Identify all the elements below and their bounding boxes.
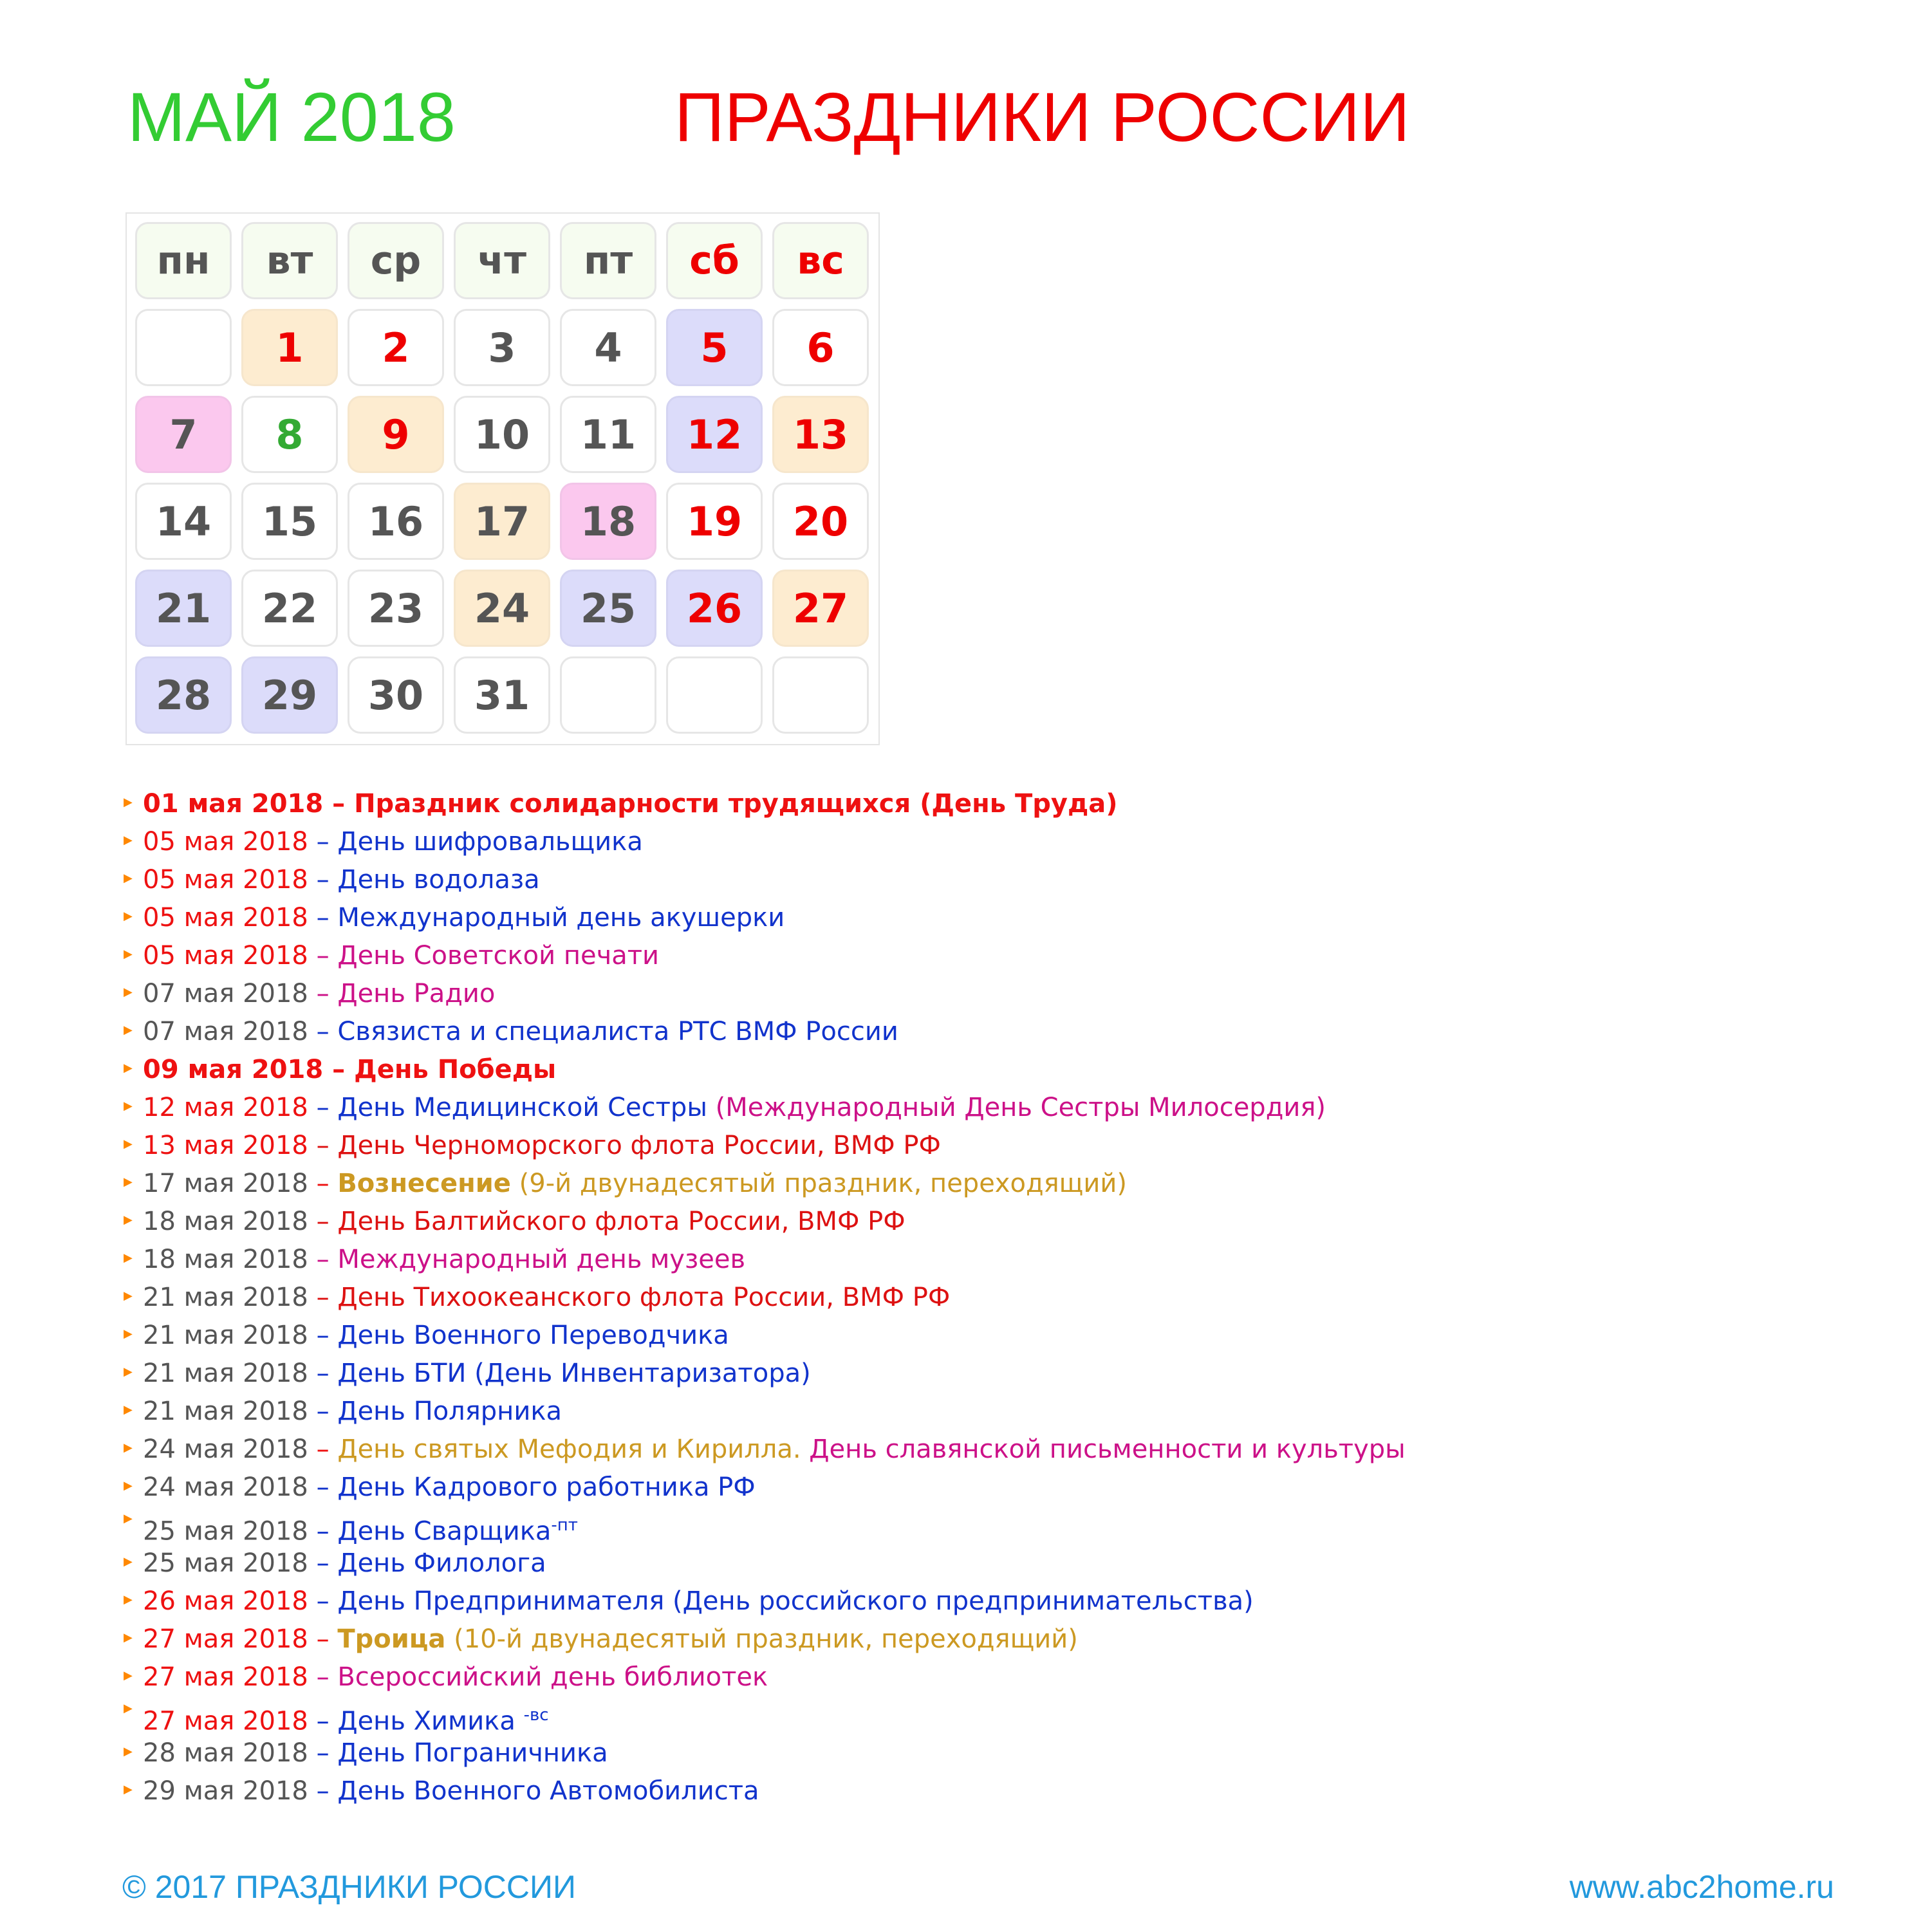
weekday-fri: пт	[560, 222, 656, 299]
triangle-bullet-icon: ▶	[124, 1593, 133, 1606]
event-name: День Химика	[337, 1706, 524, 1736]
triangle-bullet-icon: ▶	[124, 1061, 133, 1075]
day-cell-empty	[666, 656, 763, 734]
list-item	[122, 1089, 1406, 1127]
event-separator: –	[308, 1093, 338, 1122]
event-date: 25 мая 2018	[143, 1548, 308, 1578]
day-cell[interactable]: 3	[454, 309, 550, 386]
page-title: ПРАЗДНИКИ РОССИИ	[674, 78, 1410, 156]
event-separator: –	[323, 789, 355, 819]
event-date: 21 мая 2018	[143, 1283, 308, 1312]
event-name: День Советской печати	[337, 941, 660, 971]
event-separator: –	[308, 865, 338, 895]
list-item	[122, 1317, 1406, 1355]
day-cell[interactable]: 2	[348, 309, 444, 386]
event-name: День Победы	[354, 1055, 557, 1084]
list-item	[122, 1241, 1406, 1279]
event-superscript: -вс	[523, 1705, 549, 1725]
list-item	[122, 1279, 1406, 1317]
list-item	[122, 1127, 1406, 1165]
triangle-bullet-icon: ▶	[124, 909, 133, 923]
day-cell-empty	[560, 656, 656, 734]
day-cell[interactable]: 4	[560, 309, 656, 386]
event-separator: –	[308, 1662, 338, 1692]
day-cell-empty	[135, 309, 232, 386]
event-separator: –	[308, 1435, 338, 1464]
event-separator: –	[308, 1359, 338, 1388]
event-separator: –	[308, 1017, 338, 1046]
event-separator: –	[308, 1776, 338, 1806]
triangle-bullet-icon: ▶	[124, 1365, 133, 1379]
event-name: День Радио	[337, 979, 496, 1008]
event-date: 28 мая 2018	[143, 1738, 308, 1768]
list-item	[122, 1165, 1406, 1203]
list-item	[122, 937, 1406, 975]
triangle-bullet-icon: ▶	[124, 1555, 133, 1568]
event-separator: –	[308, 1706, 338, 1736]
list-item	[122, 861, 1406, 899]
event-separator: –	[308, 1169, 338, 1198]
day-cell[interactable]: 12	[666, 396, 763, 473]
event-name: День Военного Переводчика	[337, 1321, 729, 1350]
month-title: МАЙ 2018	[127, 78, 456, 156]
triangle-bullet-icon: ▶	[124, 1512, 133, 1525]
triangle-bullet-icon: ▶	[124, 1137, 133, 1151]
event-name: День Предпринимателя (День российского предпринимательства)	[337, 1586, 1254, 1616]
event-date: 07 мая 2018	[143, 979, 308, 1008]
event-date: 09 мая 2018	[143, 1055, 324, 1084]
day-cell[interactable]: 5	[666, 309, 763, 386]
list-item	[122, 1355, 1406, 1393]
triangle-bullet-icon: ▶	[124, 1327, 133, 1341]
day-cell[interactable]: 23	[348, 570, 444, 647]
event-date: 05 мая 2018	[143, 827, 308, 857]
list-item	[122, 1734, 1406, 1772]
event-note: День славянской письменности и культуры	[801, 1435, 1406, 1464]
weekday-thu: чт	[454, 222, 550, 299]
list-item	[122, 1772, 1406, 1810]
triangle-bullet-icon: ▶	[124, 1289, 133, 1303]
day-cell[interactable]: 1	[241, 309, 338, 386]
event-separator: –	[308, 903, 338, 933]
triangle-bullet-icon: ▶	[124, 1631, 133, 1644]
event-name: День Полярника	[337, 1397, 562, 1426]
event-date: 18 мая 2018	[143, 1207, 308, 1236]
event-date: 12 мая 2018	[143, 1093, 308, 1122]
event-name: День Балтийского флота России, ВМФ РФ	[337, 1207, 906, 1236]
day-cell[interactable]: 30	[348, 656, 444, 734]
day-cell[interactable]: 6	[772, 309, 869, 386]
event-date: 29 мая 2018	[143, 1776, 308, 1806]
triangle-bullet-icon: ▶	[124, 1479, 133, 1492]
list-item	[122, 823, 1406, 861]
event-separator: –	[308, 1624, 338, 1654]
triangle-bullet-icon: ▶	[124, 985, 133, 999]
day-cell[interactable]: 7	[135, 396, 232, 473]
event-separator: –	[308, 1321, 338, 1350]
day-cell[interactable]: 26	[666, 570, 763, 647]
event-separator: –	[323, 1055, 355, 1084]
day-cell[interactable]: 20	[772, 483, 869, 560]
event-date: 01 мая 2018	[143, 789, 324, 819]
triangle-bullet-icon: ▶	[124, 1099, 133, 1113]
day-cell[interactable]: 21	[135, 570, 232, 647]
event-date: 25 мая 2018	[143, 1516, 308, 1547]
list-item	[122, 1013, 1406, 1051]
event-separator: –	[308, 1548, 338, 1578]
triangle-bullet-icon: ▶	[124, 1702, 133, 1715]
event-name: День водолаза	[337, 865, 540, 895]
day-cell[interactable]: 9	[348, 396, 444, 473]
event-note: (10-й двунадесятый праздник, переходящий)	[445, 1624, 1078, 1654]
triangle-bullet-icon: ▶	[124, 1745, 133, 1758]
day-cell[interactable]: 15	[241, 483, 338, 560]
day-cell[interactable]: 14	[135, 483, 232, 560]
day-cell[interactable]: 24	[454, 570, 550, 647]
event-separator: –	[308, 1586, 338, 1616]
event-separator: –	[308, 979, 338, 1008]
footer-site-link[interactable]: www.abc2home.ru	[1569, 1869, 1834, 1905]
list-item	[122, 1545, 1406, 1583]
event-separator: –	[308, 1738, 338, 1768]
list-item	[122, 1051, 1406, 1089]
weekday-sun: вс	[772, 222, 869, 299]
day-cell[interactable]: 17	[454, 483, 550, 560]
triangle-bullet-icon: ▶	[124, 1403, 133, 1416]
day-cell[interactable]: 27	[772, 570, 869, 647]
list-item	[122, 1203, 1406, 1241]
triangle-bullet-icon: ▶	[124, 947, 133, 961]
triangle-bullet-icon: ▶	[124, 1251, 133, 1265]
triangle-bullet-icon: ▶	[124, 1213, 133, 1227]
event-date: 05 мая 2018	[143, 865, 308, 895]
event-name: День БТИ (День Инвентаризатора)	[337, 1359, 811, 1388]
holiday-list	[122, 785, 1406, 1810]
event-date: 21 мая 2018	[143, 1359, 308, 1388]
list-item	[122, 1658, 1406, 1696]
event-name: День Медицинской Сестры	[337, 1093, 707, 1122]
list-item	[122, 785, 1406, 823]
event-separator: –	[308, 1516, 338, 1547]
event-date: 24 мая 2018	[143, 1472, 308, 1502]
event-date: 21 мая 2018	[143, 1321, 308, 1350]
event-date: 05 мая 2018	[143, 941, 308, 971]
event-date: 17 мая 2018	[143, 1169, 308, 1198]
day-cell[interactable]: 8	[241, 396, 338, 473]
day-cell[interactable]: 25	[560, 570, 656, 647]
event-name: День Филолога	[337, 1548, 546, 1578]
list-item	[122, 975, 1406, 1013]
event-name: День Тихоокеанского флота России, ВМФ РФ	[337, 1283, 951, 1312]
list-item	[122, 1583, 1406, 1621]
footer-copyright: © 2017 ПРАЗДНИКИ РОССИИ	[122, 1869, 576, 1905]
event-separator: –	[308, 1472, 338, 1502]
event-name: День Черноморского флота России, ВМФ РФ	[337, 1131, 941, 1160]
event-date: 26 мая 2018	[143, 1586, 308, 1616]
event-separator: –	[308, 1397, 338, 1426]
day-cell[interactable]: 31	[454, 656, 550, 734]
event-name: День святых Мефодия и Кирилла.	[337, 1435, 801, 1464]
event-name: День Сварщика	[337, 1516, 552, 1547]
event-date: 27 мая 2018	[143, 1706, 308, 1736]
day-cell[interactable]: 19	[666, 483, 763, 560]
day-cell-empty	[772, 656, 869, 734]
event-note: (Международный День Сестры Милосердия)	[707, 1093, 1326, 1122]
list-item	[122, 1431, 1406, 1469]
list-item	[122, 1696, 1406, 1734]
day-cell[interactable]: 13	[772, 396, 869, 473]
day-cell[interactable]: 18	[560, 483, 656, 560]
day-cell[interactable]: 28	[135, 656, 232, 734]
event-name: Международный день акушерки	[337, 903, 785, 933]
event-name: Троица	[337, 1624, 446, 1654]
event-name: День шифровальщика	[337, 827, 643, 857]
list-item	[122, 1507, 1406, 1545]
triangle-bullet-icon: ▶	[124, 1669, 133, 1682]
event-name: День Пограничника	[337, 1738, 608, 1768]
event-separator: –	[308, 1131, 338, 1160]
event-name: Связиста и специалиста РТС ВМФ России	[337, 1017, 898, 1046]
event-date: 07 мая 2018	[143, 1017, 308, 1046]
event-separator: –	[308, 1283, 338, 1312]
event-separator: –	[308, 1245, 338, 1274]
event-date: 27 мая 2018	[143, 1662, 308, 1692]
event-separator: –	[308, 827, 338, 857]
weekday-tue: вт	[241, 222, 338, 299]
event-name: День Кадрового работника РФ	[337, 1472, 756, 1502]
event-note: (9-й двунадесятый праздник, переходящий)	[510, 1169, 1127, 1198]
triangle-bullet-icon: ▶	[124, 833, 133, 847]
event-name: Праздник солидарности трудящихся (День Труда)	[354, 789, 1118, 819]
day-cell[interactable]: 10	[454, 396, 550, 473]
weekday-wed: ср	[348, 222, 444, 299]
weekday-sat: сб	[666, 222, 763, 299]
event-separator: –	[308, 1207, 338, 1236]
event-superscript: -пт	[551, 1516, 578, 1535]
event-name: День Военного Автомобилиста	[337, 1776, 759, 1806]
event-separator: –	[308, 941, 338, 971]
event-name: Всероссийский день библиотек	[337, 1662, 768, 1692]
event-date: 21 мая 2018	[143, 1397, 308, 1426]
list-item	[122, 1393, 1406, 1431]
day-cell[interactable]: 22	[241, 570, 338, 647]
triangle-bullet-icon: ▶	[124, 1783, 133, 1796]
triangle-bullet-icon: ▶	[124, 795, 133, 809]
event-date: 13 мая 2018	[143, 1131, 308, 1160]
event-name: Вознесение	[337, 1169, 511, 1198]
event-name: Международный день музеев	[337, 1245, 746, 1274]
triangle-bullet-icon: ▶	[124, 1441, 133, 1454]
day-cell[interactable]: 16	[348, 483, 444, 560]
event-date: 18 мая 2018	[143, 1245, 308, 1274]
triangle-bullet-icon: ▶	[124, 871, 133, 885]
list-item	[122, 1621, 1406, 1658]
triangle-bullet-icon: ▶	[124, 1023, 133, 1037]
list-item	[122, 899, 1406, 937]
calendar-grid	[125, 212, 880, 745]
day-cell[interactable]: 29	[241, 656, 338, 734]
event-date: 05 мая 2018	[143, 903, 308, 933]
weekday-mon: пн	[135, 222, 232, 299]
event-date: 27 мая 2018	[143, 1624, 308, 1654]
list-item	[122, 1469, 1406, 1507]
triangle-bullet-icon: ▶	[124, 1175, 133, 1189]
day-cell[interactable]: 11	[560, 396, 656, 473]
event-date: 24 мая 2018	[143, 1435, 308, 1464]
